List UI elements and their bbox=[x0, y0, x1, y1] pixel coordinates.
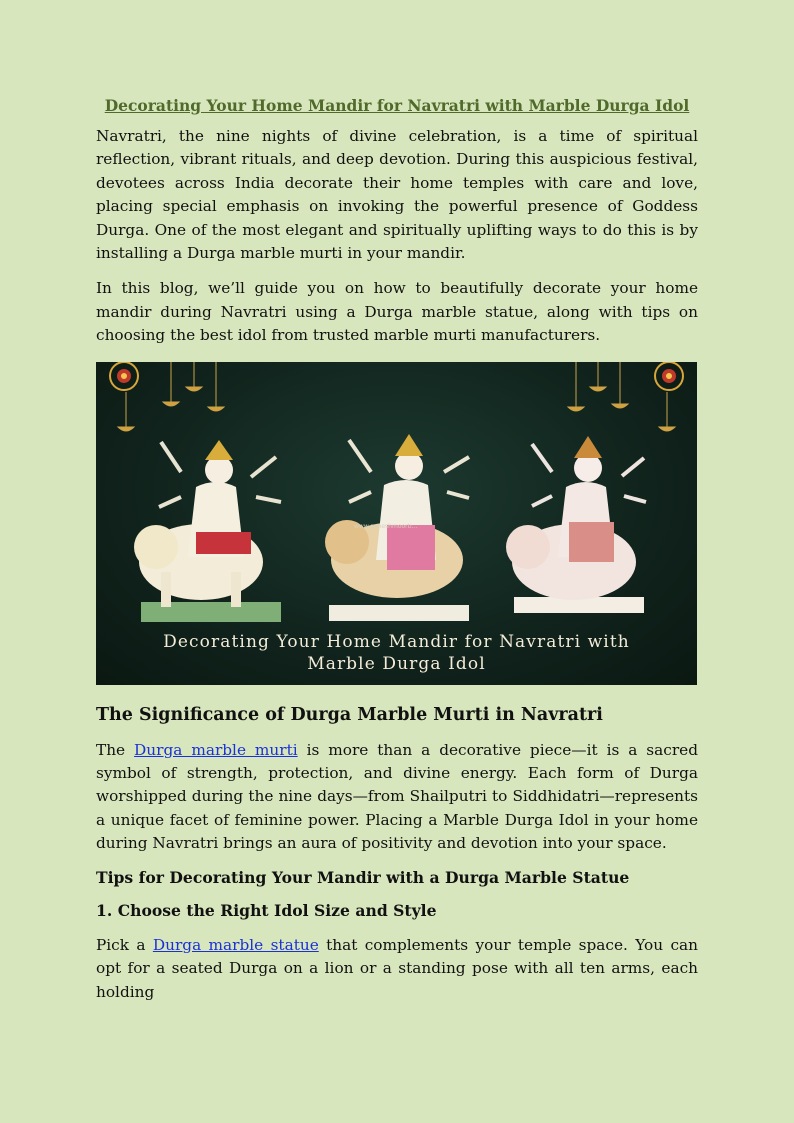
banner-caption-line2: Marble Durga Idol bbox=[307, 653, 486, 674]
intro-paragraph: Navratri, the nine nights of divine celebration, is a time of spiritual reflection, vibrant rituals, and deep devotion. During this auspicious festival, devotees across India decorate their home temples with care and love, placing special emphasis on invoking the powerful presence of Goddess Durga. One of the most elegant and spiritually uplifting ways to do this is by installing a Durga marble murti in your mandir. bbox=[96, 127, 698, 263]
durga-idol-left bbox=[134, 440, 281, 622]
tip1-heading: 1. Choose the Right Idol Size and Style bbox=[96, 900, 437, 920]
significance-text-rest: is more than a decorative piece—it is a sacred symbol of strength, protection, and divine energy. Each form of Durga worshipped during the nine days—from Shailputri to Siddhidatri—represents a unique facet of feminine power. Placing a Marble Durga Idol in your home during Navratri brings an aura of positivity and devotion into your space. bbox=[96, 740, 698, 853]
watermark-text: www.ganeshmoorti... bbox=[354, 522, 418, 530]
banner-caption bbox=[96, 631, 697, 675]
mandala-right-icon bbox=[655, 362, 683, 390]
banner-image bbox=[96, 362, 697, 685]
significance-paragraph bbox=[96, 739, 698, 856]
banner-caption-line1: Decorating Your Home Mandir for Navratri with bbox=[163, 631, 630, 652]
durga-idol-right bbox=[506, 436, 646, 613]
guide-paragraph: In this blog, we’ll guide you on how to beautifully decorate your home mandir during Navratri using a Durga marble statue, along with tips on choosing the best idol from trusted marble murti manufacturers. bbox=[96, 279, 698, 345]
hanging-lamps-right-icon bbox=[568, 362, 675, 431]
hanging-lamps-left-icon bbox=[118, 362, 224, 431]
tips-heading: Tips for Decorating Your Mandir with a Durga Marble Statue bbox=[96, 867, 630, 887]
durga-marble-statue-link[interactable]: Durga marble statue bbox=[152, 935, 319, 954]
tip1-text-rest: that complements your temple space. You can opt for a seated Durga on a lion or a standing pose with all ten arms, each holding bbox=[96, 935, 698, 1001]
durga-marble-murti-link[interactable]: Durga marble murti bbox=[134, 740, 298, 759]
tip1-paragraph bbox=[96, 934, 698, 1004]
significance-text-start: The bbox=[96, 740, 135, 759]
durga-idol-center bbox=[325, 434, 469, 621]
document-page bbox=[96, 96, 698, 1016]
tip1-text-start: Pick a bbox=[96, 935, 153, 954]
page-title: Decorating Your Home Mandir for Navratri with Marble Durga Idol bbox=[104, 96, 690, 115]
section-heading-significance: The Significance of Durga Marble Murti in Navratri bbox=[96, 704, 603, 725]
mandala-left-icon bbox=[110, 362, 138, 390]
